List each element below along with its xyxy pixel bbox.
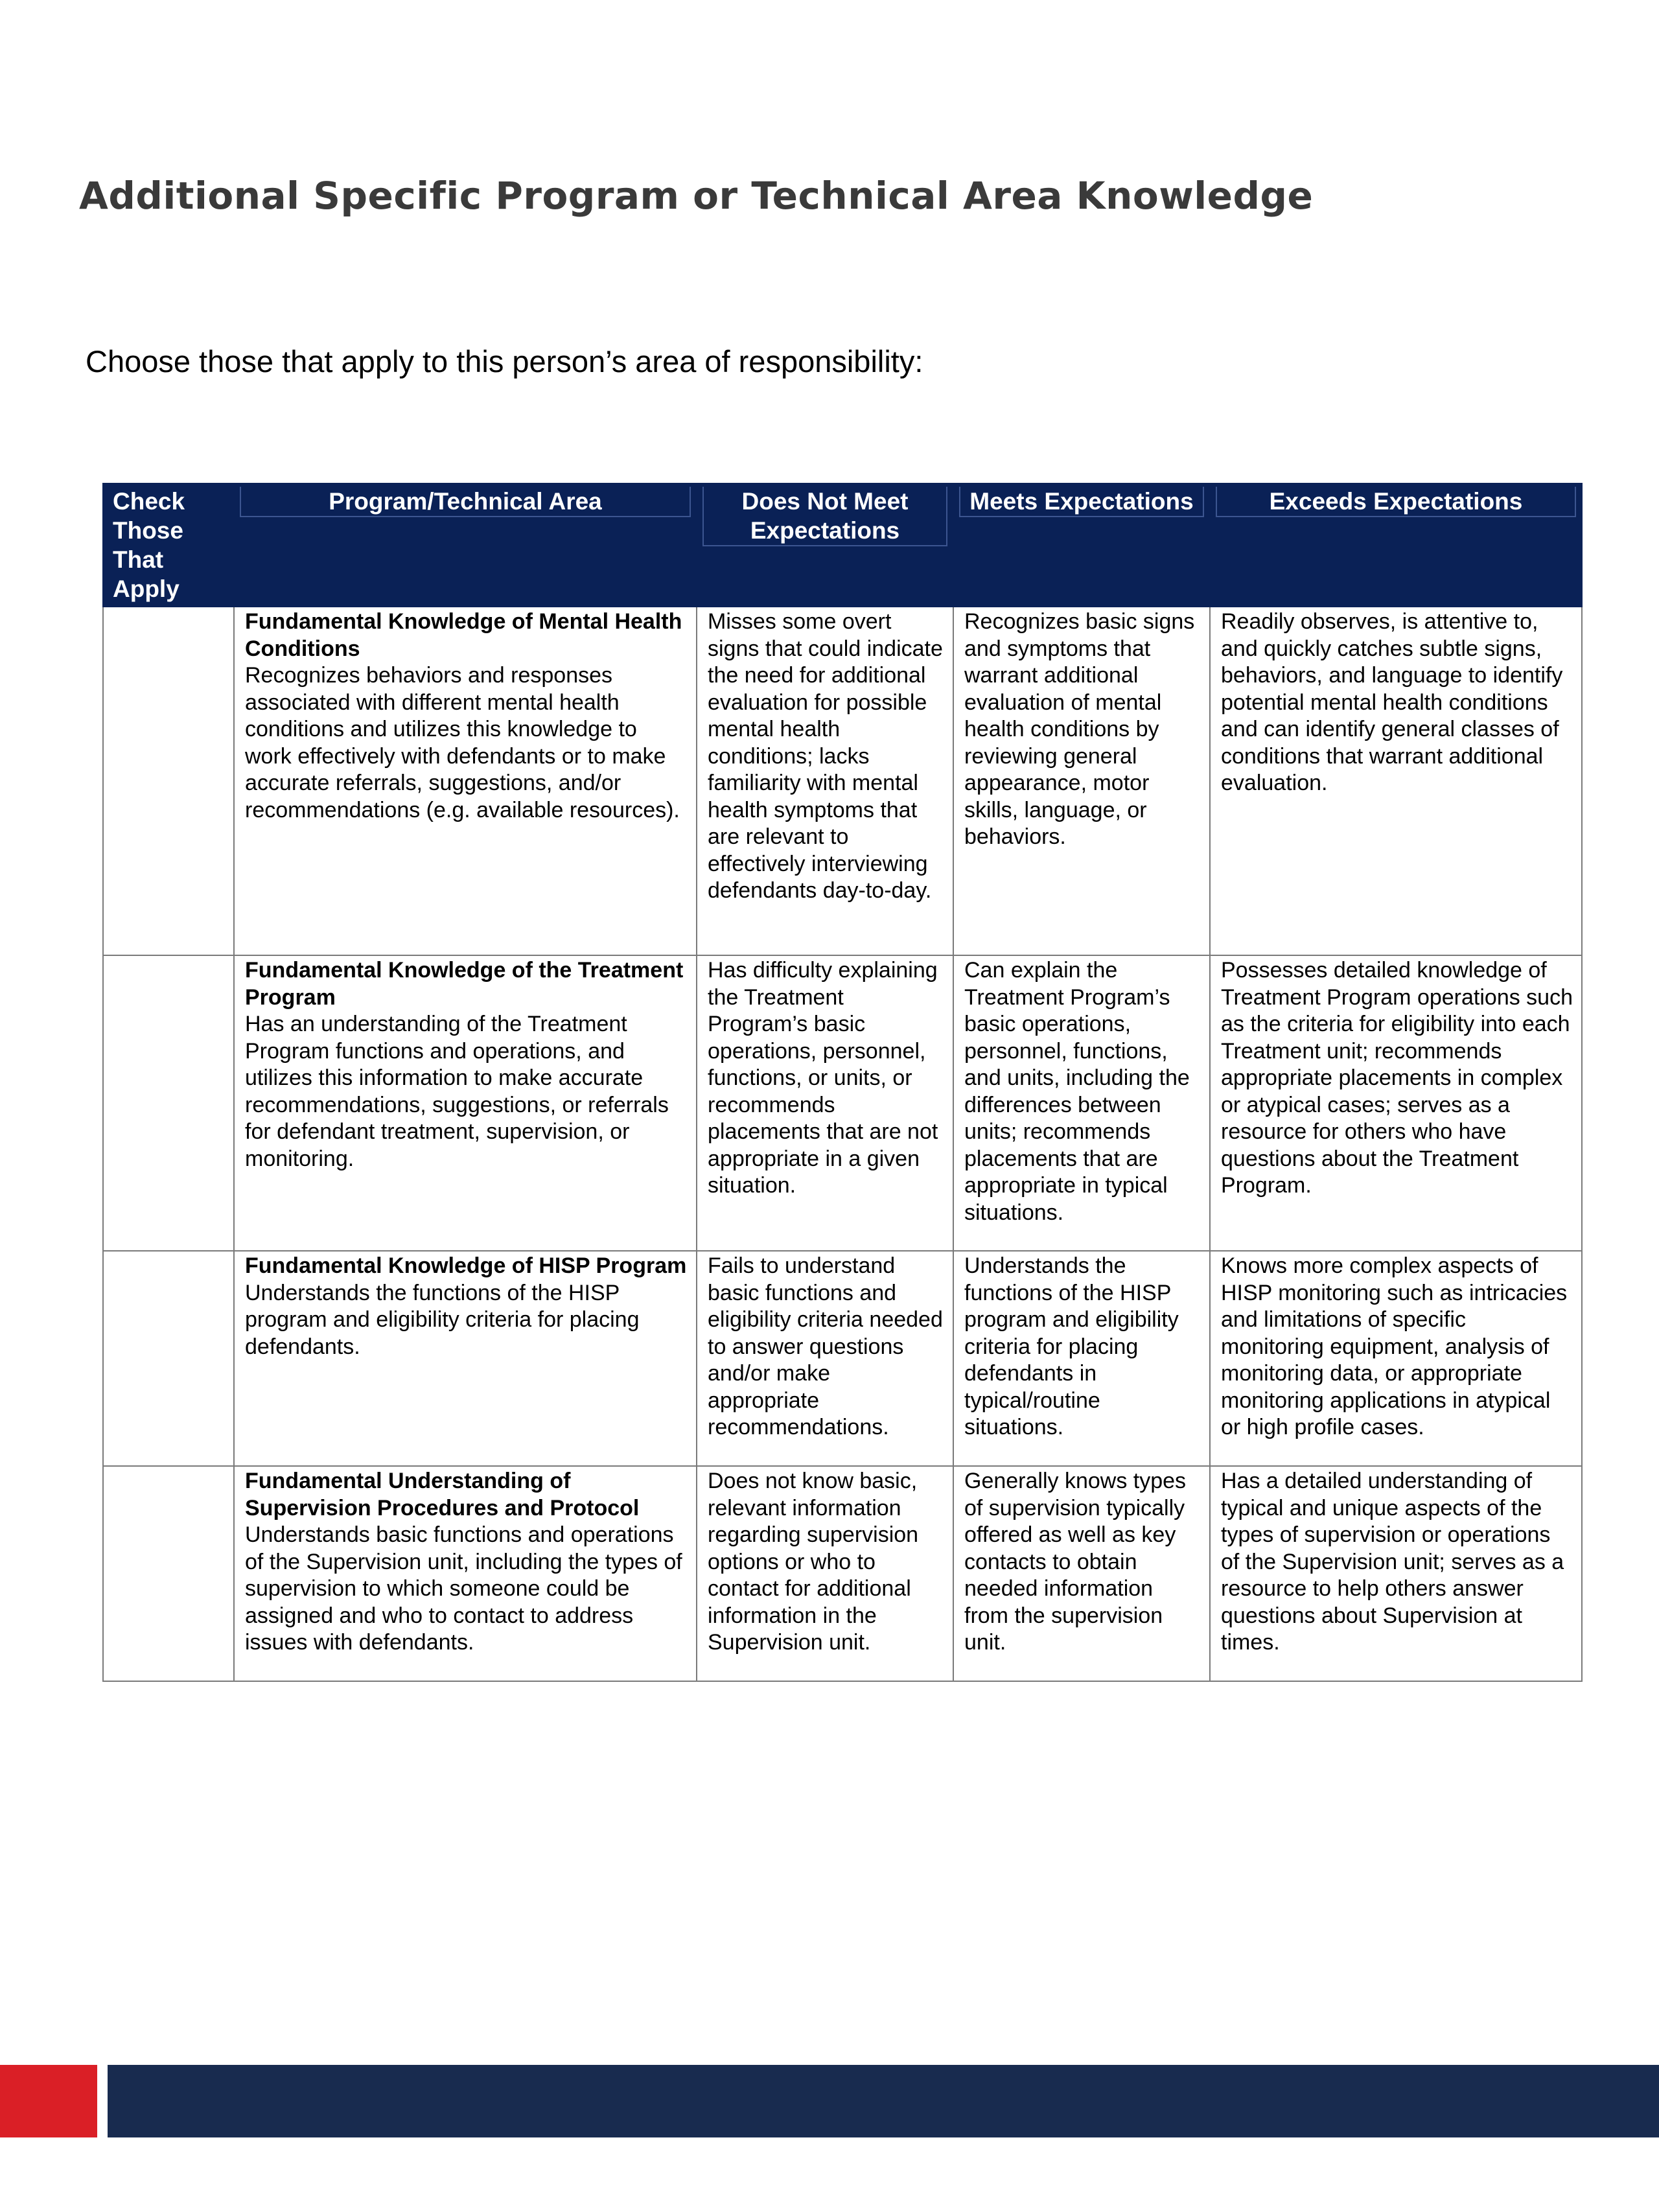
table-header-row bbox=[103, 483, 1582, 607]
area-title: Fundamental Knowledge of Mental Health Conditions bbox=[245, 609, 682, 661]
header-meets-label: Meets Expectations bbox=[959, 487, 1204, 517]
table-row bbox=[103, 1251, 1582, 1466]
row-does-not-meet: Does not know basic, relevant information regarding supervision options or who to contact for additional information in the Supervision unit. bbox=[697, 1466, 953, 1681]
area-description: Recognizes behaviors and responses associated with different mental health conditions and utilizes this knowledge to work effectively with defendants or to make accurate referrals, suggestions, and/or recommendations (e.g. available resources). bbox=[245, 663, 680, 822]
row-meets: Recognizes basic signs and symptoms that warrant additional evaluation of mental health conditions by reviewing general appearance, motor skills, language, or behaviors. bbox=[953, 607, 1210, 955]
header-check-label: Check Those That Apply bbox=[113, 488, 185, 602]
row-program-area bbox=[234, 955, 697, 1251]
header-area-label: Program/Technical Area bbox=[240, 487, 691, 517]
header-does-not-meet bbox=[697, 483, 953, 607]
row-exceeds: Readily observes, is attentive to, and quickly catches subtle signs, behaviors, and language to identify potential mental health conditions and can identify general classes of conditions that warrant additional evaluation. bbox=[1210, 607, 1582, 955]
row-meets: Generally knows types of supervision typically offered as well as key contacts to obtain needed information from the supervision unit. bbox=[953, 1466, 1210, 1681]
row-exceeds: Has a detailed understanding of typical and unique aspects of the types of supervision or operations of the Supervision unit; serves as a resource to help others answer questions about Supervision at times. bbox=[1210, 1466, 1582, 1681]
header-exceeds-label: Exceeds Expectations bbox=[1216, 487, 1576, 517]
row-does-not-meet: Has difficulty explaining the Treatment Program’s basic operations, personnel, functions, or units, or recommends placements that are not appropriate in a given situation. bbox=[697, 955, 953, 1251]
header-check-those-that-apply bbox=[103, 483, 234, 607]
area-title: Fundamental Knowledge of HISP Program bbox=[245, 1253, 687, 1278]
knowledge-rubric-table bbox=[102, 483, 1583, 1682]
row-does-not-meet: Fails to understand basic functions and eligibility criteria needed to answer questions and/or make appropriate recommendations. bbox=[697, 1251, 953, 1466]
area-description: Understands the functions of the HISP program and eligibility criteria for placing defendants. bbox=[245, 1280, 640, 1359]
footer-accent-bar bbox=[0, 2065, 97, 2137]
area-description: Understands basic functions and operations of the Supervision unit, including the types of supervision to which someone could be assigned and who to contact to address issues with defendants. bbox=[245, 1522, 682, 1655]
row-program-area bbox=[234, 1466, 697, 1681]
row-program-area bbox=[234, 1251, 697, 1466]
header-program-technical-area bbox=[234, 483, 697, 607]
area-title: Fundamental Knowledge of the Treatment Program bbox=[245, 958, 684, 1010]
row-checkbox-cell[interactable] bbox=[103, 607, 234, 955]
table-row bbox=[103, 1466, 1582, 1681]
table-row bbox=[103, 955, 1582, 1251]
row-checkbox-cell[interactable] bbox=[103, 1251, 234, 1466]
area-description: Has an understanding of the Treatment Program functions and operations, and utilizes this information to make accurate recommendations, suggestions, or referrals for defendant treatment, supervision, or monitoring. bbox=[245, 1012, 669, 1171]
row-exceeds: Knows more complex aspects of HISP monitoring such as intricacies and limitations of specific monitoring equipment, analysis of monitoring data, or appropriate monitoring applications in atypical or high profile cases. bbox=[1210, 1251, 1582, 1466]
header-does-not-meet-label: Does Not Meet Expectations bbox=[702, 487, 947, 546]
instruction-text: Choose those that apply to this person’s area of responsibility: bbox=[86, 344, 923, 378]
row-does-not-meet: Misses some overt signs that could indicate the need for additional evaluation for possible mental health conditions; lacks familiarity with mental health symptoms that are relevant to effectively interviewing defendants day-to-day. bbox=[697, 607, 953, 955]
row-meets: Can explain the Treatment Program’s basic operations, personnel, functions, and units, including the differences between units; recommends placements that are appropriate in typical situations. bbox=[953, 955, 1210, 1251]
header-exceeds bbox=[1210, 483, 1582, 607]
page-title: Additional Specific Program or Technical Area Knowledge bbox=[79, 174, 1314, 218]
row-checkbox-cell[interactable] bbox=[103, 955, 234, 1251]
row-meets: Understands the functions of the HISP program and eligibility criteria for placing defendants in typical/routine situations. bbox=[953, 1251, 1210, 1466]
row-exceeds: Possesses detailed knowledge of Treatment Program operations such as the criteria for eligibility into each Treatment unit; recommends appropriate placements in complex or atypical cases; serves as a resource for others who have questions about the Treatment Program. bbox=[1210, 955, 1582, 1251]
row-program-area bbox=[234, 607, 697, 955]
footer-bar bbox=[108, 2065, 1659, 2137]
table-row bbox=[103, 607, 1582, 955]
header-meets bbox=[953, 483, 1210, 607]
row-checkbox-cell[interactable] bbox=[103, 1466, 234, 1681]
area-title: Fundamental Understanding of Supervision Procedures and Protocol bbox=[245, 1469, 640, 1520]
